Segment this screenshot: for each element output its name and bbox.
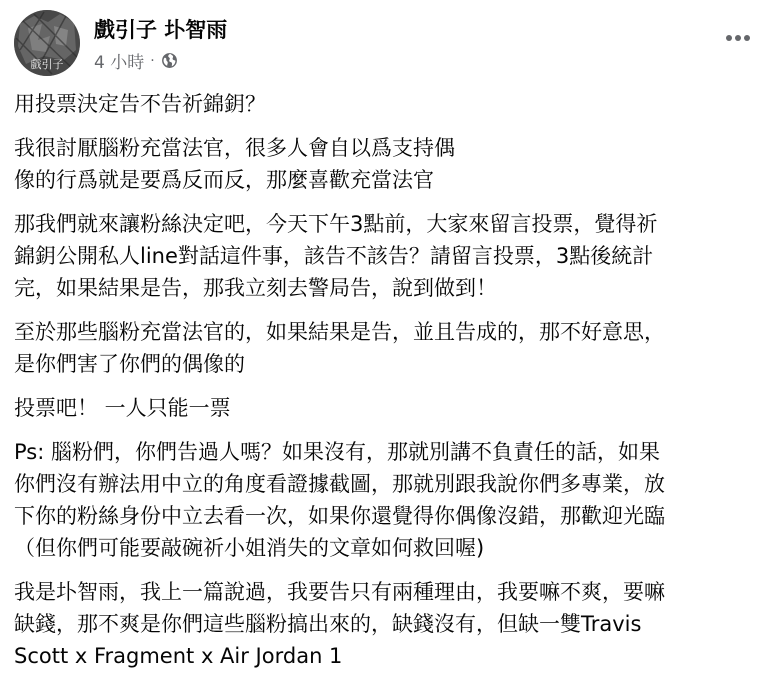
post-text-line: （但你們可能要敲碗祈小姐消失的文章如何救回喔) [14, 536, 485, 560]
post-text-line: 用投票決定告不告祈錦鈅？ [14, 92, 266, 116]
post-text-line: 那我們就來讓粉絲決定吧，今天下午3點前，大家來留言投票，覺得祈 [14, 212, 658, 236]
globe-icon[interactable] [161, 52, 178, 69]
post-paragraph [14, 436, 760, 564]
more-horizontal-icon [725, 34, 751, 42]
more-options-button[interactable] [720, 24, 756, 52]
post-text-line: 像的行爲就是要爲反而反，那麼喜歡充當法官 [14, 168, 434, 192]
avatar-label: 戲引子 [30, 58, 64, 71]
post-text-line: 下你的粉絲身份中立去看一次，如果你還覺得你偶像沒錯，那歡迎光臨 [14, 504, 665, 528]
post-text-line: 你們沒有辦法用中立的角度看證據截圖，那就別跟我說你們多專業，放 [14, 472, 665, 496]
post-text-line: 錦鈅公開私人line對話這件事，該告不該告？請留言投票，3點後統計 [14, 244, 654, 268]
post-paragraph [14, 88, 760, 120]
post-body [14, 88, 760, 684]
post-paragraph [14, 132, 760, 196]
author-name[interactable]: 戲引子 圤智雨 [94, 18, 228, 42]
post-text-line: 是你們害了你們的偶像的 [14, 352, 245, 376]
meta-separator: · [150, 52, 155, 69]
post-text-line: 我是圤智雨，我上一篇說過，我要告只有兩種理由，我要嘛不爽，要嘛 [14, 580, 665, 604]
avatar-image [14, 10, 80, 76]
post-header [14, 10, 756, 76]
avatar[interactable] [14, 10, 80, 76]
post-text-line: 我很討厭腦粉充當法官，很多人會自以爲支持偶 [14, 136, 455, 160]
post-text-line: 至於那些腦粉充當法官的，如果結果是告，並且告成的，那不好意思， [14, 320, 665, 344]
post-meta [94, 48, 178, 73]
post-text-line: 缺錢，那不爽是你們這些腦粉搞出來的，缺錢沒有，但缺一雙Travis [14, 612, 642, 636]
post-paragraph [14, 208, 760, 304]
post-time[interactable]: 4 小時 [94, 53, 145, 73]
post-text-line: 完，如果結果是告，那我立刻去警局告，說到做到！ [14, 276, 497, 300]
post-paragraph [14, 576, 760, 672]
post-text-line: 投票吧！ 一人只能一票 [14, 396, 231, 420]
post-text-line: Ps: 腦粉們，你們告過人嗎？如果沒有，那就別講不負責任的話，如果 [14, 440, 660, 464]
post-paragraph [14, 316, 760, 380]
post-paragraph [14, 392, 760, 424]
post-text-line: Scott x Fragment x Air Jordan 1 [14, 644, 343, 668]
